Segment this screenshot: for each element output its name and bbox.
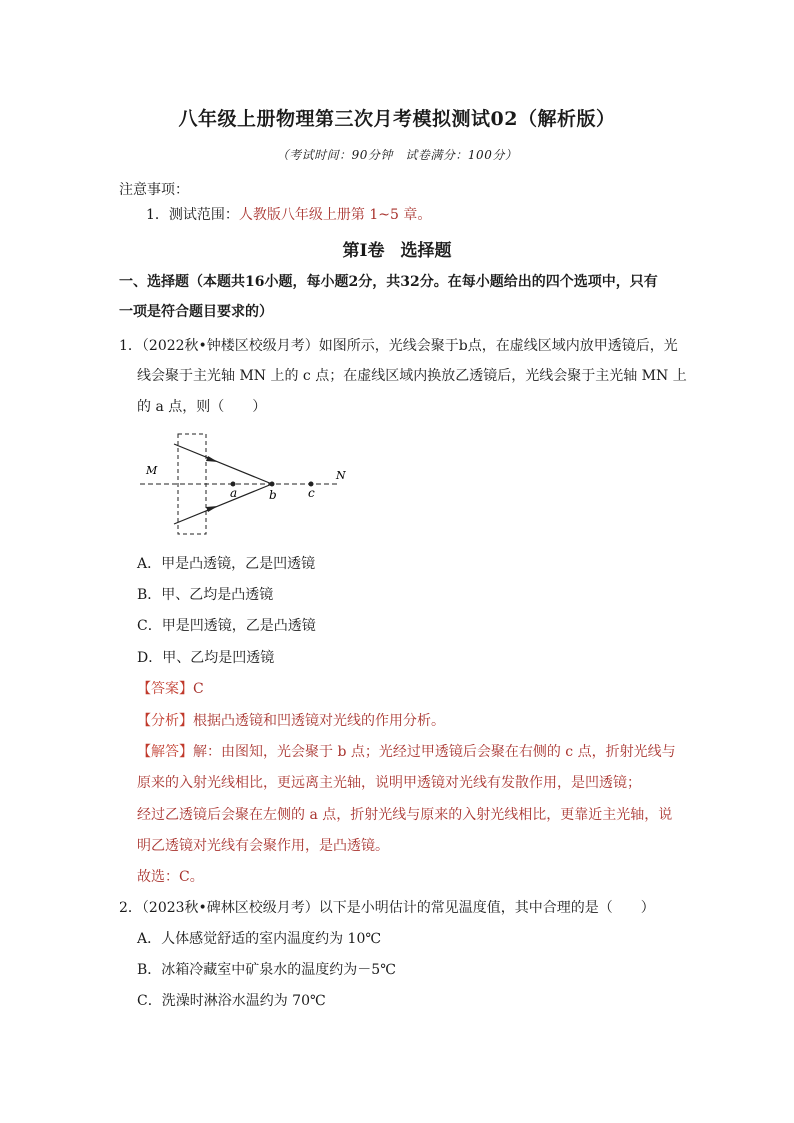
- question-1-stem-line-1: 1．（2022秋•钟楼区校级月考）如图所示，光线会聚于b点，在虚线区域内放甲透镜后，光: [119, 338, 678, 354]
- point-b: [270, 482, 275, 487]
- label-c: c: [308, 486, 315, 500]
- question-2-option-a: A．人体感觉舒适的室内温度约为 10℃: [137, 931, 382, 947]
- question-1-option-a: A．甲是凸透镜，乙是凹透镜: [137, 556, 316, 572]
- analysis-tag: 【分析】: [137, 713, 193, 729]
- upper-ray-arrow: [206, 456, 218, 462]
- question-1-solution-line-2: 原来的入射光线相比，更远离主光轴，说明甲透镜对光线有发散作用，是凹透镜；: [137, 775, 641, 791]
- question-2-stem: 2．（2023秋•碑林区校级月考）以下是小明估计的常见温度值，其中合理的是（ ）: [119, 900, 655, 916]
- instructions-line-2: 一项是符合题目要求的）: [119, 304, 273, 320]
- question-2-option-c: C．洗澡时淋浴水温约为 70℃: [137, 993, 326, 1009]
- question-1-answer: [137, 679, 204, 699]
- section-part: 第Ⅰ卷: [342, 241, 385, 261]
- upper-ray: [174, 444, 272, 484]
- instructions-line-1: 一、选择题（本题共16小题，每小题2分，共32分。在每小题给出的四个选项中，只有: [119, 274, 658, 290]
- analysis-text: 根据凸透镜和凹透镜对光线的作用分析。: [193, 713, 445, 729]
- lower-ray: [174, 484, 272, 524]
- notice-item: [146, 205, 431, 225]
- question-1-option-b: B．甲、乙均是凸透镜: [137, 587, 274, 603]
- label-n: N: [336, 469, 346, 482]
- answer-tag: 【答案】: [137, 681, 193, 697]
- answer-value: C: [193, 681, 204, 697]
- question-1-analysis: [137, 711, 445, 731]
- label-a: a: [230, 486, 238, 500]
- solution-text-1: 解：由图知，光会聚于 b 点；光经过甲透镜后会聚在右侧的 c 点，折射光线与: [193, 744, 676, 760]
- question-1-choice: 故选：C。: [137, 869, 204, 885]
- notice-item-prefix: 1．测试范围：: [146, 207, 239, 223]
- solution-tag: 【解答】: [137, 744, 193, 760]
- question-1-option-c: C．甲是凹透镜，乙是凸透镜: [137, 618, 316, 634]
- question-1-option-d: D．甲、乙均是凹透镜: [137, 650, 275, 666]
- notice-item-text: 人教版八年级上册第 1~5 章。: [238, 207, 432, 223]
- section-name: 选择题: [400, 241, 452, 261]
- question-1-solution-line-4: 明乙透镜对光线有会聚作用，是凸透镜。: [137, 838, 389, 854]
- label-b: b: [269, 488, 277, 502]
- question-1-solution-line-3: 经过乙透镜后会聚在左侧的 a 点，折射光线与原来的入射光线相比，更靠近主光轴，说: [137, 807, 673, 823]
- section-heading: [0, 236, 794, 261]
- notice-heading: 注意事项：: [119, 182, 189, 198]
- question-1-stem-line-2: 线会聚于主光轴 MN 上的 c 点；在虚线区域内换放乙透镜后，光线会聚于主光轴 MN 上: [137, 368, 687, 384]
- label-m: M: [146, 464, 158, 477]
- exam-info: （考试时间：90分钟 试卷满分：100分）: [276, 148, 518, 162]
- question-2-option-b: B．冰箱冷藏室中矿泉水的温度约为－5℃: [137, 962, 396, 978]
- document-title: 八年级上册物理第三次月考模拟测试02（解析版）: [178, 108, 616, 130]
- question-1-stem-line-3: 的 a 点，则（ ）: [137, 399, 267, 415]
- question-1-solution-line-1: [137, 742, 676, 762]
- lower-ray-arrow: [206, 506, 218, 512]
- lens-diagram: [136, 430, 360, 538]
